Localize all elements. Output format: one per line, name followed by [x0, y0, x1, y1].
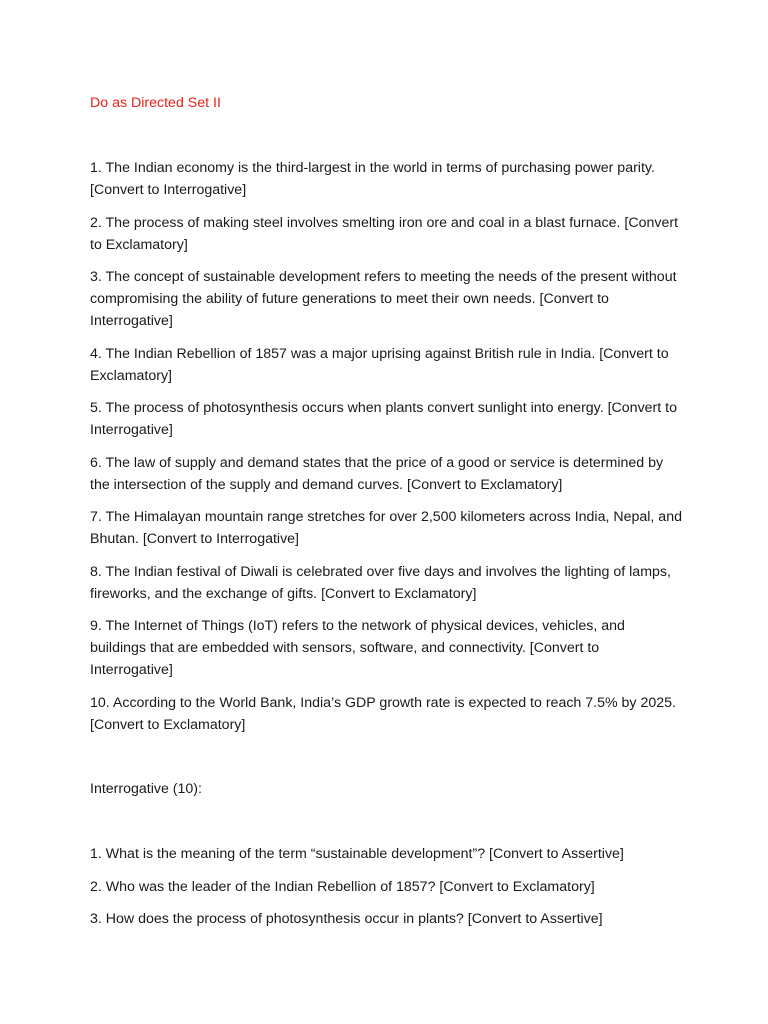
spacer [90, 114, 682, 157]
exercise-item-6: 6. The law of supply and demand states that the price of a good or service is determined by the intersection of the supply and demand curves. [Convert to Exclamatory] [90, 454, 664, 493]
exercise-item-8: 8. The Indian festival of Diwali is celebrated over five days and involves the lighting of lamps, fireworks, and the exchange of gifts. [Convert to Exclamatory] [90, 563, 671, 602]
section-item-2: 2. Who was the leader of the Indian Rebellion of 1857? [Convert to Exclamatory] [90, 878, 595, 895]
exercise-item-10: 10. According to the World Bank, India’s GDP growth rate is expected to reach 7.5% by 2025. [Convert to Exclamatory] [90, 694, 676, 733]
exercise-item-7: 7. The Himalayan mountain range stretches for over 2,500 kilometers across India, Nepal, and Bhutan. [Convert to Interrogative] [90, 509, 682, 547]
exercise-item-1: 1. The Indian economy is the third-largest in the world in terms of purchasing power parity. [Convert to Interrogative] [90, 160, 655, 198]
document-content [90, 92, 682, 941]
exercise-item-3: 3. The concept of sustainable development refers to meeting the needs of the present without compromising the ability of future generations to meet their own needs. [Convert to Interrogative] [90, 269, 677, 329]
section-item-1: 1. What is the meaning of the term “sustainable development”? [Convert to Assertive] [90, 846, 624, 862]
exercise-item-2: 2. The process of making steel involves smelting iron ore and coal in a blast furnace. [Convert to Exclamatory] [90, 214, 679, 253]
section-item-3: 3. How does the process of photosynthesis occur in plants? [Convert to Assertive] [90, 911, 603, 927]
document-title: Do as Directed Set II [90, 95, 221, 111]
spacer [90, 800, 682, 843]
section-heading: Interrogative (10): [90, 781, 202, 797]
exercise-item-9: 9. The Internet of Things (IoT) refers to the network of physical devices, vehicles, and buildings that are embedded with sensors, software, and connectivity. [Convert to Interrogative] [90, 618, 625, 678]
spacer [90, 746, 682, 778]
exercise-item-4: 4. The Indian Rebellion of 1857 was a major uprising against British rule in India. [Convert to Exclamatory] [90, 345, 669, 384]
exercise-item-5: 5. The process of photosynthesis occurs when plants convert sunlight into energy. [Convert to Interrogative] [90, 400, 677, 438]
